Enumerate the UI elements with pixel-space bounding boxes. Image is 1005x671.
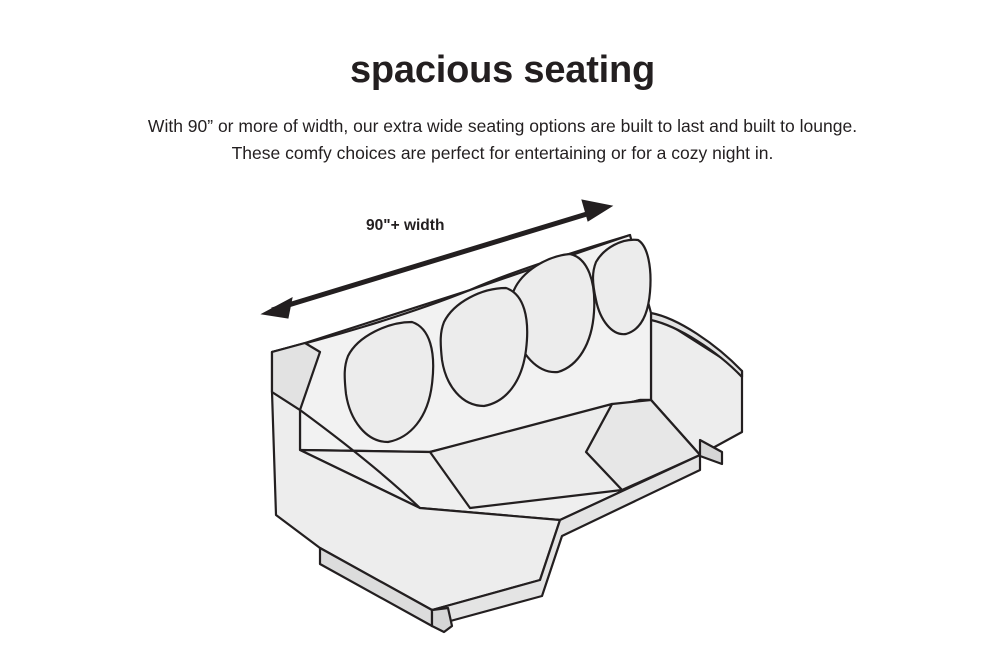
sofa-leg-front-left [432, 608, 452, 632]
page-title: spacious seating [349, 49, 656, 91]
description-line-2: These comfy choices are perfect for entertaining or for a cozy night in. [231, 143, 774, 164]
description-line-1: With 90” or more of width, our extra wide seating options are built to last and built to lounge. [147, 116, 858, 136]
dimension-label: 90"+ width [366, 217, 445, 234]
